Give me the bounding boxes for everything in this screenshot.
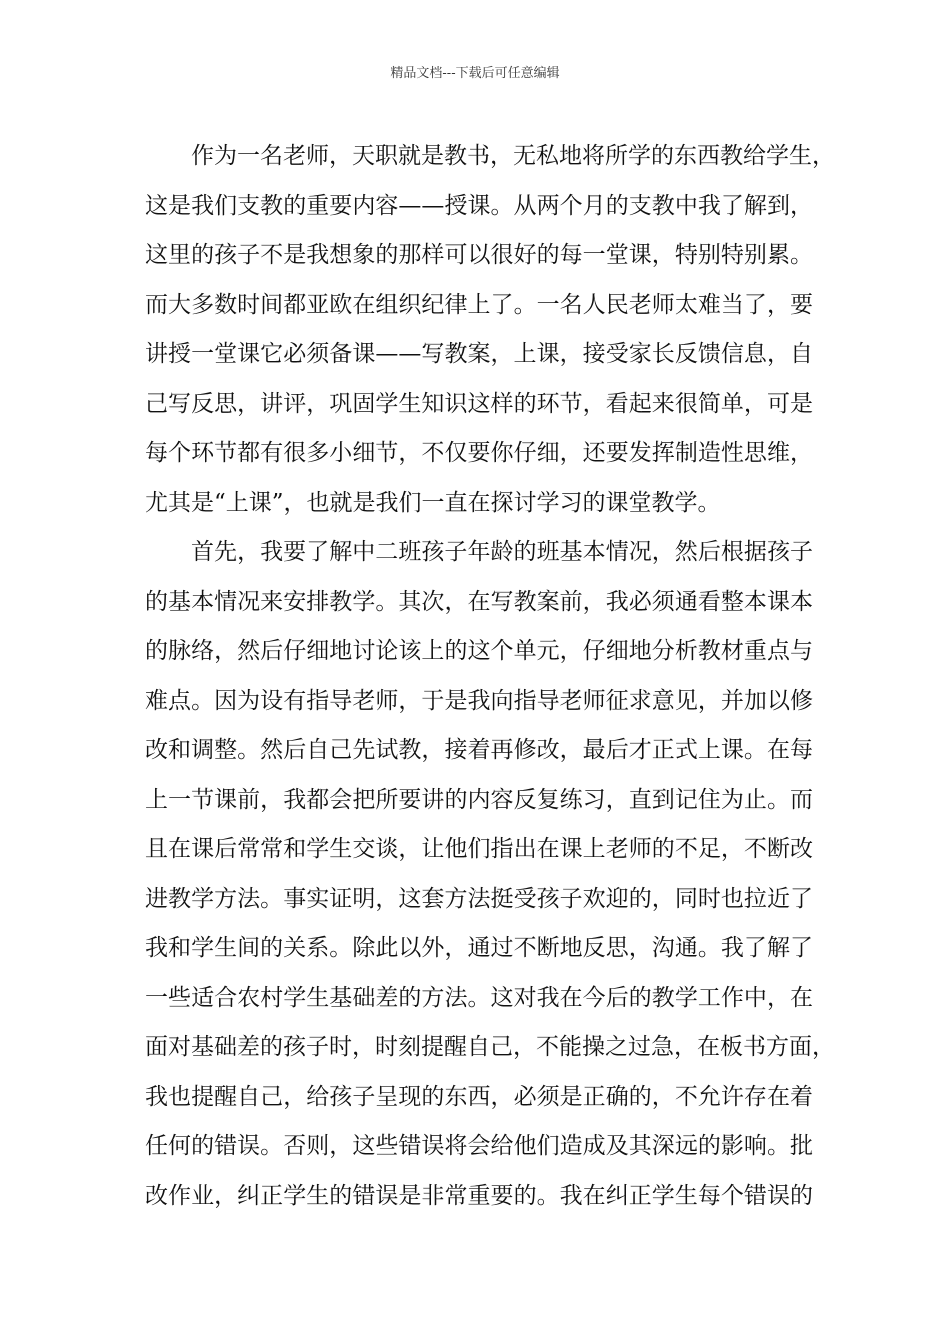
paragraph-line: 改作业，纠正学生的错误是非常重要的。我在纠正学生每个错误的	[145, 1182, 813, 1209]
paragraph	[145, 132, 835, 528]
page-header: 精品文档---下载后可任意编辑	[390, 66, 560, 81]
paragraph-line: 我也提醒自己，给孩子呈现的东西，必须是正确的，不允许存在着	[145, 1083, 813, 1110]
paragraph-line: 每个环节都有很多小细节，不仅要你仔细，还要发挥制造性思维，	[145, 440, 813, 466]
paragraph-line: 尤其是“上课”，也就是我们一直在探讨学习的课堂教学。	[145, 489, 721, 516]
paragraph-line: 且在课后常常和学生交谈，让他们指出在课上老师的不足，不断改	[145, 836, 813, 862]
paragraph-line: 的脉络，然后仔细地讨论该上的这个单元，仔细地分析教材重点与	[145, 638, 813, 664]
paragraph-line: 改和调整。然后自己先试教，接着再修改，最后才正式上课。在每	[145, 737, 813, 763]
paragraph	[145, 528, 835, 1221]
paragraph-line: 任何的错误。否则，这些错误将会给他们造成及其深远的影响。批	[145, 1133, 813, 1159]
paragraph-line: 上一节课前，我都会把所要讲的内容反复练习，直到记住为止。而	[145, 786, 813, 813]
paragraph-line: 我和学生间的关系。除此以外，通过不断地反思，沟通。我了解了	[145, 935, 813, 961]
paragraph-line: 己写反思，讲评，巩固学生知识这样的环节，看起来很简单，可是	[145, 390, 813, 417]
paragraph-line: 作为一名老师，天职就是教书，无私地将所学的东西教给学生，	[191, 143, 835, 169]
paragraph-line: 难点。因为设有指导老师，于是我向指导老师征求意见，并加以修	[145, 687, 813, 714]
paragraph-line: 一些适合农村学生基础差的方法。这对我在今后的教学工作中，在	[145, 984, 813, 1011]
paragraph-line: 这里的孩子不是我想象的那样可以很好的每一堂课，特别特别累。	[145, 242, 813, 268]
paragraph-line: 讲授一堂课它必须备课——写教案，上课，接受家长反馈信息，自	[145, 341, 813, 367]
paragraph-line: 首先，我要了解中二班孩子年龄的班基本情况，然后根据孩子	[191, 539, 813, 565]
paragraph-line: 进教学方法。事实证明，这套方法挺受孩子欢迎的，同时也拉近了	[145, 885, 813, 912]
paragraph-line: 的基本情况来安排教学。其次，在写教案前，我必须通看整本课本	[145, 588, 813, 615]
document-body	[145, 132, 835, 1221]
paragraph-line: 这是我们支教的重要内容——授课。从两个月的支教中我了解到，	[145, 192, 813, 219]
paragraph-line: 而大多数时间都亚欧在组织纪律上了。一名人民老师太难当了，要	[145, 291, 813, 318]
paragraph-line: 面对基础差的孩子时，时刻提醒自己，不能操之过急，在板书方面，	[145, 1034, 835, 1060]
